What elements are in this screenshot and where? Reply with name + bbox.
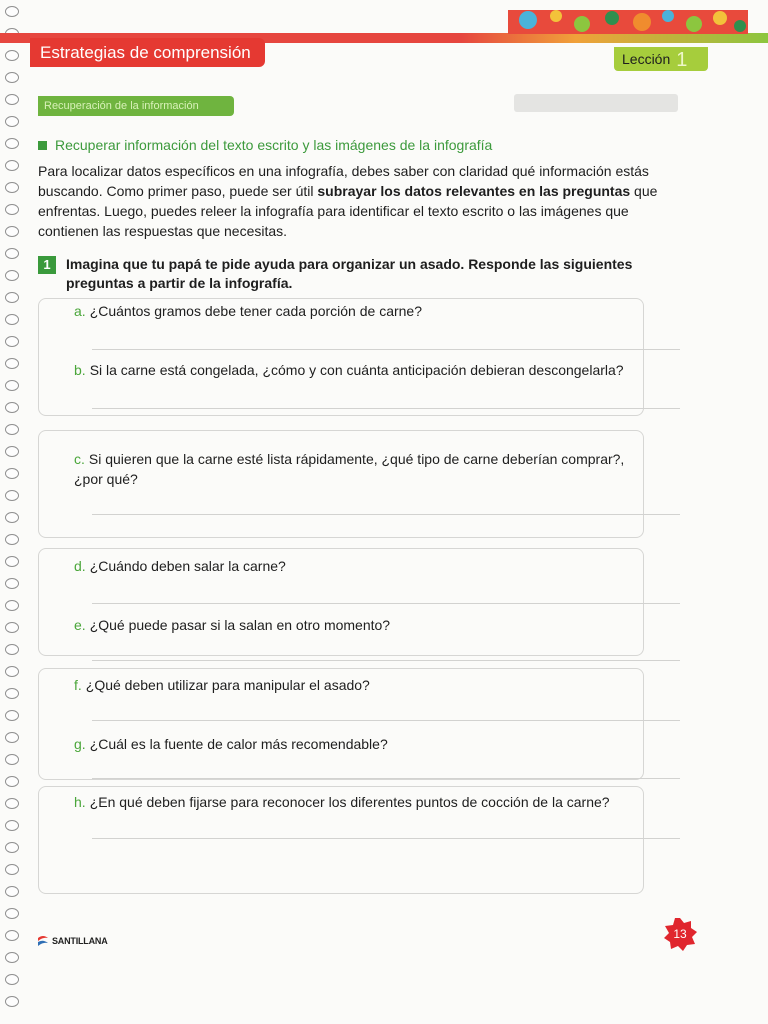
question-letter: f.	[74, 677, 82, 693]
activity-instruction	[38, 255, 638, 293]
ring-icon	[5, 622, 19, 633]
question-h	[74, 792, 642, 812]
ring-icon	[5, 908, 19, 919]
section-title-tab	[30, 38, 265, 67]
question-text: ¿En qué deben fijarse para reconocer los diferentes puntos de cocción de la carne?	[89, 794, 610, 810]
ring-icon	[5, 6, 19, 17]
question-letter: g.	[74, 736, 86, 752]
ring-icon	[5, 600, 19, 611]
ring-icon	[5, 952, 19, 963]
answer-line[interactable]	[92, 349, 680, 350]
spiral-binding	[0, 0, 26, 1024]
question-e	[74, 615, 642, 635]
ring-icon	[5, 512, 19, 523]
question-letter: d.	[74, 558, 86, 574]
lesson-tag	[614, 47, 708, 71]
question-text: ¿Cuál es la fuente de calor más recomendable?	[89, 736, 388, 752]
ring-icon	[5, 490, 19, 501]
ring-icon	[5, 974, 19, 985]
question-a	[74, 301, 642, 321]
ring-icon	[5, 886, 19, 897]
ring-icon	[5, 864, 19, 875]
activity-number-badge: 1	[38, 256, 56, 274]
question-text: ¿Cuándo deben salar la carne?	[89, 558, 286, 574]
question-f	[74, 675, 642, 695]
ring-icon	[5, 710, 19, 721]
question-letter: b.	[74, 362, 86, 378]
ring-icon	[5, 248, 19, 259]
question-text: ¿Qué deben utilizar para manipular el asado?	[85, 677, 370, 693]
activity-text: Imagina que tu papá te pide ayuda para organizar un asado. Responde las siguientes preguntas a partir de la infografía.	[66, 256, 633, 291]
ring-icon	[5, 116, 19, 127]
ring-icon	[5, 380, 19, 391]
ring-icon	[5, 754, 19, 765]
answer-line[interactable]	[92, 778, 680, 779]
question-letter: c.	[74, 451, 85, 467]
question-text: ¿Cuántos gramos debe tener cada porción de carne?	[89, 303, 423, 319]
bleed-through-box	[514, 94, 678, 112]
ring-icon	[5, 666, 19, 677]
lesson-label: Lección	[622, 51, 671, 67]
santillana-logo-icon	[36, 934, 50, 948]
publisher-logo	[36, 934, 108, 948]
intro-text-1: Para localizar datos específicos en una infografía, debes saber con claridad qué información estás buscando. Como primer paso, puede ser útil	[38, 163, 649, 199]
ring-icon	[5, 138, 19, 149]
ring-icon	[5, 446, 19, 457]
question-letter: e.	[74, 617, 86, 633]
lesson-number: 1	[676, 49, 688, 71]
question-g	[74, 734, 642, 754]
intro-paragraph	[38, 161, 684, 241]
ring-icon	[5, 930, 19, 941]
page-number: 13	[673, 927, 687, 941]
question-letter: h.	[74, 794, 86, 810]
question-d	[74, 556, 642, 576]
question-letter: a.	[74, 303, 86, 319]
ring-icon	[5, 644, 19, 655]
ring-icon	[5, 424, 19, 435]
ring-icon	[5, 314, 19, 325]
paint-splash-decoration	[508, 8, 748, 42]
ring-icon	[5, 688, 19, 699]
section-tag: Recuperación de la información	[38, 96, 234, 116]
intro-bold: subrayar los datos relevantes en las preguntas	[317, 183, 631, 199]
question-text: ¿Qué puede pasar si la salan en otro momento?	[89, 617, 391, 633]
ring-icon	[5, 72, 19, 83]
question-text: Si la carne está congelada, ¿cómo y con cuánta anticipación debieran descongelarla?	[89, 362, 624, 378]
ring-icon	[5, 182, 19, 193]
answer-line[interactable]	[92, 514, 680, 515]
answer-line[interactable]	[92, 408, 680, 409]
question-b	[74, 360, 642, 380]
ring-icon	[5, 732, 19, 743]
page-number-badge	[662, 916, 698, 952]
answer-line[interactable]	[92, 720, 680, 721]
question-c	[74, 449, 642, 489]
ring-icon	[5, 270, 19, 281]
question-text: Si quieren que la carne esté lista rápidamente, ¿qué tipo de carne deberían comprar?, ¿por qué?	[74, 451, 625, 487]
ring-icon	[5, 204, 19, 215]
ring-icon	[5, 358, 19, 369]
ring-icon	[5, 336, 19, 347]
ring-icon	[5, 776, 19, 787]
ring-icon	[5, 160, 19, 171]
answer-line[interactable]	[92, 603, 680, 604]
ring-icon	[5, 842, 19, 853]
ring-icon	[5, 996, 19, 1007]
ring-icon	[5, 534, 19, 545]
ring-icon	[5, 578, 19, 589]
intro-text-2: que enfrentas. Luego, puedes releer la infografía para identificar el texto escrito o las imágenes que contienen las respuestas que necesitas.	[38, 183, 658, 239]
subheading	[38, 137, 492, 153]
ring-icon	[5, 820, 19, 831]
ring-icon	[5, 798, 19, 809]
publisher-name: SANTILLANA	[52, 936, 108, 946]
ring-icon	[5, 226, 19, 237]
ring-icon	[5, 292, 19, 303]
ring-icon	[5, 556, 19, 567]
answer-line[interactable]	[92, 660, 680, 661]
section-title: Estrategias de comprensión	[40, 43, 251, 62]
answer-line[interactable]	[92, 838, 680, 839]
bullet-square-icon	[38, 141, 47, 150]
ring-icon	[5, 94, 19, 105]
ring-icon	[5, 50, 19, 61]
ring-icon	[5, 468, 19, 479]
subheading-text: Recuperar información del texto escrito y las imágenes de la infografía	[55, 137, 493, 153]
ring-icon	[5, 402, 19, 413]
